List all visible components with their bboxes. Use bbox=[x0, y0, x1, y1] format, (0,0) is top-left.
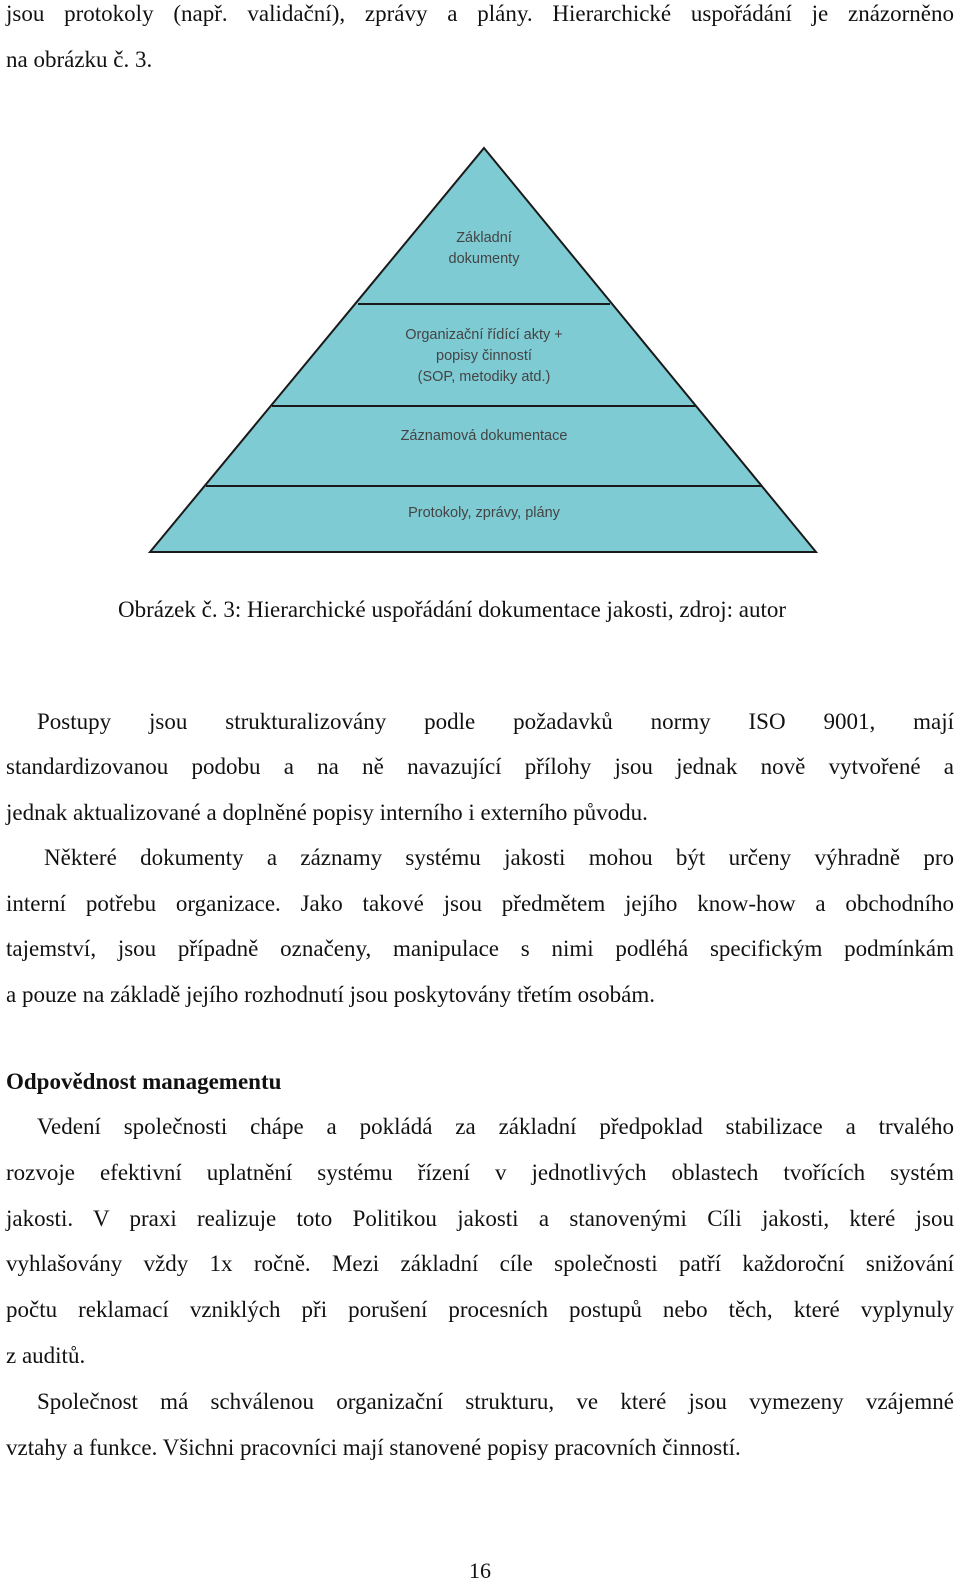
pyramid-level-4-line-1: Protokoly, zprávy, plány bbox=[408, 505, 560, 521]
paragraph-3-line-5: počtu reklamací vzniklých při porušení procesních postupů nebo těch, které vyplynuly bbox=[6, 1297, 954, 1322]
paragraph-1-line-3: jednak aktualizované a doplněné popisy interního i externího původu. bbox=[6, 800, 648, 825]
paragraph-3-line-3: jakosti. V praxi realizuje toto Politikou jakosti a stanovenými Cíli jakosti, které jsou bbox=[6, 1206, 954, 1231]
intro-line-1: jsou protokoly (např. validační), zprávy a plány. Hierarchické uspořádání je znázorněno bbox=[6, 1, 954, 26]
paragraph-3-line-6: z auditů. bbox=[6, 1343, 86, 1368]
paragraph-4-line-1: Společnost má schválenou organizační strukturu, ve které jsou vymezeny vzájemné bbox=[37, 1389, 954, 1414]
pyramid-level-1-line-1: Základní bbox=[456, 230, 512, 246]
paragraph-3-line-4: vyhlašovány vždy 1x ročně. Mezi základní cíle společnosti patří každoroční snižování bbox=[6, 1251, 954, 1276]
page-number: 16 bbox=[469, 1558, 491, 1583]
pyramid-level-2-line-3: (SOP, metodiky atd.) bbox=[417, 369, 551, 385]
paragraph-1-line-1: Postupy jsou strukturalizovány podle požadavků normy ISO 9001, mají bbox=[37, 709, 954, 734]
pyramid-level-1-line-2: dokumenty bbox=[448, 251, 520, 267]
pyramid-level-2-line-1: Organizační řídící akty + bbox=[405, 327, 563, 343]
paragraph-3-line-2: rozvoje efektivní uplatnění systému řízení v jednotlivých oblastech tvořících systém bbox=[6, 1160, 954, 1185]
paragraph-2-line-4: a pouze na základě jejího rozhodnutí jsou poskytovány třetím osobám. bbox=[6, 982, 655, 1007]
pyramid-level-3-line-1: Záznamová dokumentace bbox=[400, 428, 568, 444]
section-heading: Odpovědnost managementu bbox=[6, 1069, 282, 1094]
paragraph-2-line-2: interní potřebu organizace. Jako takové jsou předmětem jejího know-how a obchodního bbox=[6, 891, 954, 916]
hierarchy-pyramid-diagram bbox=[140, 140, 830, 560]
paragraph-2-line-3: tajemství, jsou případně označeny, manipulace s nimi podléhá specifickým podmínkám bbox=[6, 936, 954, 961]
figure-caption: Obrázek č. 3: Hierarchické uspořádání dokumentace jakosti, zdroj: autor bbox=[118, 597, 787, 622]
paragraph-4-line-2: vztahy a funkce. Všichni pracovníci mají stanovené popisy pracovních činností. bbox=[6, 1435, 741, 1460]
paragraph-2-line-1: Některé dokumenty a záznamy systému jakosti mohou být určeny výhradně pro bbox=[44, 845, 954, 870]
paragraph-3-line-1: Vedení společnosti chápe a pokládá za základní předpoklad stabilizace a trvalého bbox=[37, 1114, 954, 1139]
intro-line-2: na obrázku č. 3. bbox=[6, 47, 153, 72]
pyramid-level-2-line-2: popisy činností bbox=[436, 348, 532, 364]
paragraph-1-line-2: standardizovanou podobu a na ně navazující přílohy jsou jednak nově vytvořené a bbox=[6, 754, 954, 779]
